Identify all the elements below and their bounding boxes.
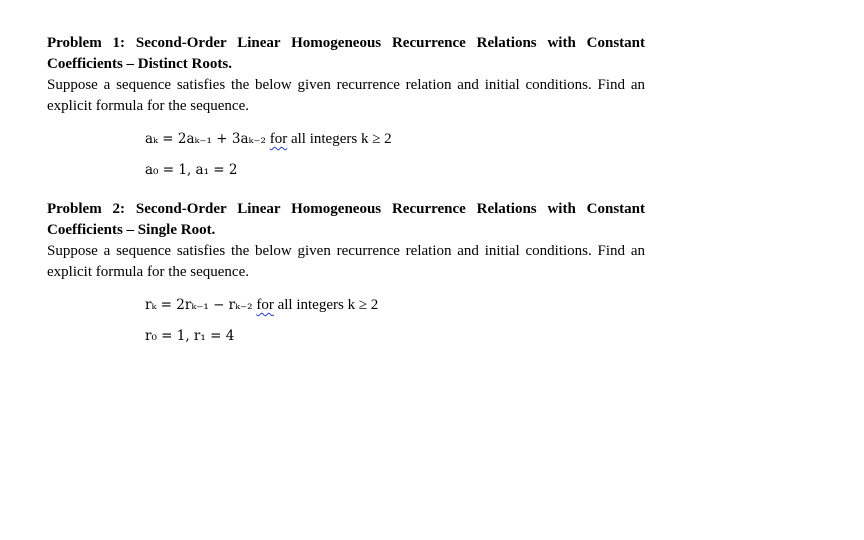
problem-1-recurrence-line [145,129,645,149]
problem-2-title: Problem 2: Second-Order Linear Homogeneous Recurrence Relations with Constant Coefficients – Single Root. [47,201,645,238]
spellcheck-flag-for: for [269,131,288,147]
problem-2 [47,199,645,346]
problem-2-text: Suppose a sequence satisfies the below given recurrence relation and initial conditions. Find an explicit formula for the sequence. [47,243,645,280]
problem-2-initial-line [145,326,645,346]
problem-1-initial-conditions: a₀ = 1, a₁ = 2 [145,162,238,178]
problem-1-initial-line [145,160,645,180]
problem-1-recurrence-condition: all integers k ≥ 2 [287,131,392,147]
problem-1-recurrence: aₖ = 2aₖ₋₁ + 3aₖ₋₂ [145,131,266,147]
problem-2-initial-conditions: r₀ = 1, r₁ = 4 [145,328,235,344]
problem-1-text: Suppose a sequence satisfies the below given recurrence relation and initial conditions. Find an explicit formula for the sequence. [47,77,645,114]
spellcheck-flag-for: for [256,297,274,313]
problem-2-recurrence-condition: all integers k ≥ 2 [273,297,379,313]
problem-1-title: Problem 1: Second-Order Linear Homogeneous Recurrence Relations with Constant Coefficients – Distinct Roots. [47,35,645,72]
problem-2-recurrence-line [145,295,645,315]
document-page [47,33,645,346]
problem-2-recurrence: rₖ = 2rₖ₋₁ − rₖ₋₂ [145,297,253,313]
problem-1 [47,33,645,180]
